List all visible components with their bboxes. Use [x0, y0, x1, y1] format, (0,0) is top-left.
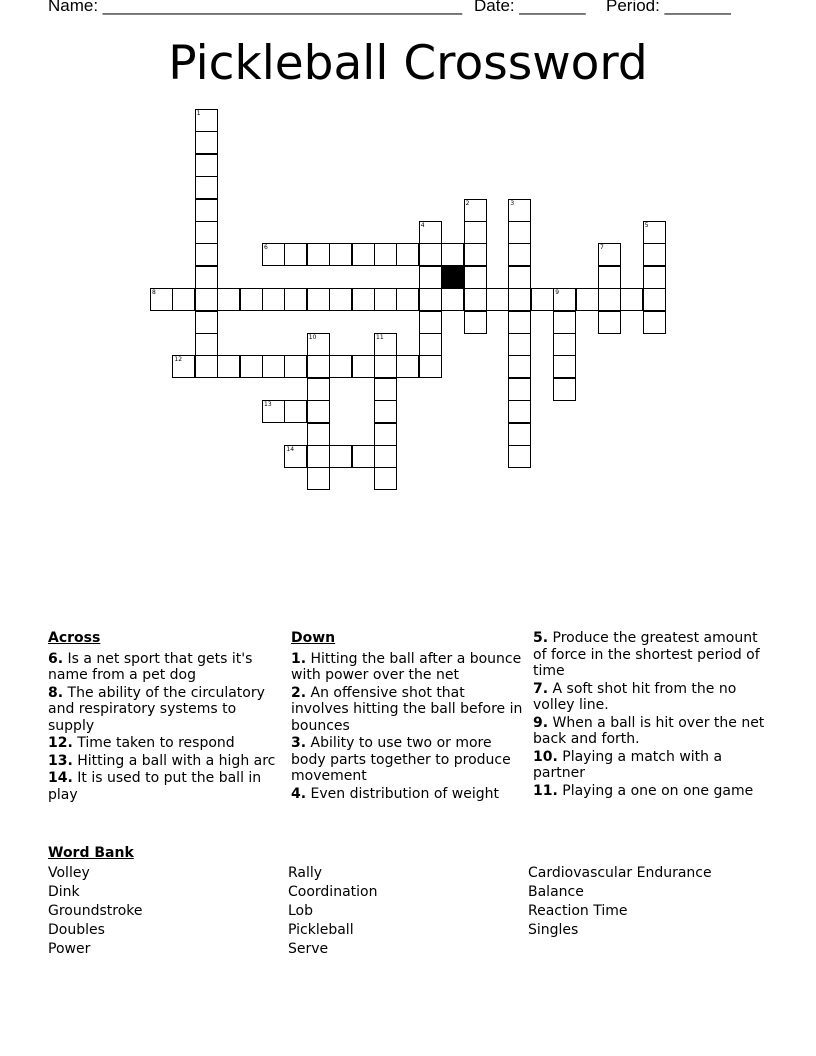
crossword-cell[interactable]	[195, 311, 218, 334]
crossword-cell[interactable]	[396, 243, 419, 266]
crossword-cell[interactable]	[553, 311, 576, 334]
crossword-cell[interactable]	[307, 423, 330, 446]
crossword-cell[interactable]	[307, 288, 330, 311]
word-bank-item: Doubles	[48, 922, 105, 938]
crossword-cell[interactable]	[508, 243, 531, 266]
crossword-cell[interactable]	[553, 333, 576, 356]
crossword-cell[interactable]	[307, 355, 330, 378]
crossword-cell[interactable]	[643, 243, 666, 266]
crossword-cell[interactable]	[419, 333, 442, 356]
crossword-cell[interactable]	[441, 243, 464, 266]
clue-down-5: 5. Produce the greatest amount of force in the shortest period of time	[533, 630, 760, 679]
down-clues	[291, 630, 523, 803]
crossword-cell[interactable]	[508, 221, 531, 244]
period-label: Period: _______	[606, 0, 731, 15]
crossword-cell[interactable]	[284, 400, 307, 423]
crossword-cell[interactable]	[284, 355, 307, 378]
crossword-cell[interactable]	[553, 378, 576, 401]
clue-number: 5	[644, 222, 649, 229]
crossword-cell[interactable]	[352, 445, 375, 468]
clue-number: 1	[196, 110, 201, 117]
word-bank-item: Dink	[48, 884, 80, 900]
crossword-cell[interactable]	[352, 288, 375, 311]
crossword-cell[interactable]	[307, 243, 330, 266]
crossword-cell[interactable]	[374, 467, 397, 490]
word-bank-item: Singles	[528, 922, 579, 938]
crossword-cell[interactable]	[284, 243, 307, 266]
crossword-cell[interactable]	[598, 288, 621, 311]
crossword-cell[interactable]	[643, 288, 666, 311]
word-bank-item: Serve	[288, 941, 329, 957]
crossword-cell[interactable]	[374, 423, 397, 446]
word-bank-item: Rally	[288, 865, 323, 881]
name-label: Name: ______________________________________	[48, 0, 463, 15]
crossword-cell[interactable]	[195, 109, 218, 132]
clue-number: 2	[465, 199, 470, 207]
crossword-cell[interactable]	[508, 378, 531, 401]
word-bank-item: Reaction Time	[528, 903, 628, 919]
crossword-cell[interactable]	[374, 243, 397, 266]
down-heading: Down	[291, 630, 336, 646]
word-bank-column-2	[288, 864, 377, 959]
crossword-cell[interactable]	[217, 288, 240, 311]
crossword-cell[interactable]	[464, 266, 487, 289]
clue-number: 12	[174, 356, 183, 364]
crossword-cell[interactable]	[508, 355, 531, 378]
crossword-cell[interactable]	[508, 199, 531, 222]
across-heading: Across	[48, 630, 101, 646]
crossword-block	[441, 266, 464, 289]
crossword-cell[interactable]	[172, 288, 195, 311]
crossword-cell[interactable]	[396, 355, 419, 378]
clue-across-12: 12. Time taken to respond	[48, 735, 235, 751]
clue-down-2: 2. An offensive shot that involves hitting the ball before in bounces	[291, 684, 523, 734]
crossword-cell[interactable]	[620, 288, 643, 311]
clue-down-1: 1. Hitting the ball after a bounce with power over the net	[291, 650, 522, 683]
crossword-cell[interactable]	[374, 355, 397, 378]
crossword-cell[interactable]	[598, 311, 621, 334]
clue-across-13: 13. Hitting a ball with a high arc	[48, 752, 276, 769]
crossword-cell[interactable]	[419, 311, 442, 334]
crossword-cell[interactable]	[240, 288, 263, 311]
crossword-cell[interactable]	[508, 266, 531, 289]
crossword-cell[interactable]	[508, 445, 531, 468]
word-bank-column-3	[528, 864, 712, 940]
word-bank-item: Coordination	[288, 884, 378, 900]
crossword-cell[interactable]	[284, 288, 307, 311]
clue-down-7: 7. A soft shot hit from the no volley line.	[533, 680, 737, 713]
clue-down-3: 3. Ability to use two or more body parts together to produce movement	[291, 735, 511, 784]
word-bank-item: Volley	[48, 865, 90, 881]
crossword-cell[interactable]	[419, 288, 442, 311]
crossword-cell[interactable]	[508, 311, 531, 334]
crossword-cell[interactable]	[464, 221, 487, 244]
clue-number: 11	[376, 334, 384, 341]
crossword-cell[interactable]	[307, 333, 330, 356]
crossword-cell[interactable]	[352, 355, 375, 378]
crossword-cell[interactable]	[195, 333, 218, 356]
crossword-cell[interactable]	[262, 400, 285, 423]
crossword-cell[interactable]	[307, 445, 330, 468]
across-clues	[48, 630, 276, 804]
crossword-cell[interactable]	[284, 445, 307, 468]
crossword-cell[interactable]	[374, 333, 397, 356]
crossword-cell[interactable]	[486, 288, 509, 311]
clue-down-10: 10. Playing a match with a partner	[533, 748, 723, 781]
crossword-cell[interactable]	[508, 400, 531, 423]
clue-number: 3	[510, 199, 515, 207]
crossword-cell[interactable]	[307, 378, 330, 401]
crossword-cell[interactable]	[352, 243, 375, 266]
crossword-cell[interactable]	[531, 288, 554, 311]
crossword-cell[interactable]	[441, 288, 464, 311]
word-bank-item: Power	[48, 941, 91, 957]
crossword-cell[interactable]	[329, 355, 352, 378]
crossword-cell[interactable]	[419, 243, 442, 266]
down-clues-continued	[533, 630, 773, 800]
crossword-cell[interactable]	[374, 400, 397, 423]
word-bank-item: Pickleball	[288, 922, 354, 938]
crossword-cell[interactable]	[508, 333, 531, 356]
crossword-cell[interactable]	[195, 355, 218, 378]
word-bank-item: Groundstroke	[48, 903, 143, 919]
date-label: Date: _______	[474, 0, 586, 15]
crossword-cell[interactable]	[464, 311, 487, 334]
crossword-cell[interactable]	[172, 355, 195, 378]
crossword-cell[interactable]	[553, 355, 576, 378]
crossword-cell[interactable]	[195, 199, 218, 222]
crossword-cell[interactable]	[329, 288, 352, 311]
crossword-cell[interactable]	[329, 243, 352, 266]
crossword-cell[interactable]	[553, 288, 576, 311]
word-bank-column-1	[48, 864, 143, 959]
crossword-cell[interactable]	[307, 400, 330, 423]
crossword-cell[interactable]	[195, 243, 218, 266]
crossword-cell[interactable]	[419, 355, 442, 378]
crossword-cell[interactable]	[419, 266, 442, 289]
crossword-cell[interactable]	[195, 266, 218, 289]
word-bank-heading: Word Bank	[48, 845, 134, 861]
crossword-cell[interactable]	[217, 355, 240, 378]
crossword-cell[interactable]	[195, 154, 218, 177]
crossword-cell[interactable]	[262, 355, 285, 378]
crossword-cell[interactable]	[195, 288, 218, 311]
clue-across-14: 14. It is used to put the ball in play	[48, 770, 262, 803]
crossword-cell[interactable]	[374, 445, 397, 468]
crossword-cell[interactable]	[643, 266, 666, 289]
crossword-cell[interactable]	[464, 288, 487, 311]
crossword-cell[interactable]	[150, 288, 173, 311]
crossword-cell[interactable]	[329, 445, 352, 468]
crossword-cell[interactable]	[576, 288, 599, 311]
clue-across-6: 6. Is a net sport that gets it's name from a pet dog	[48, 650, 253, 683]
crossword-cell[interactable]	[598, 266, 621, 289]
clue-across-8: 8. The ability of the circulatory and respiratory systems to supply	[48, 684, 265, 734]
crossword-cell[interactable]	[396, 288, 419, 311]
clue-down-4: 4. Even distribution of weight	[291, 785, 499, 802]
crossword-cell[interactable]	[643, 221, 666, 244]
word-bank-item: Lob	[288, 903, 314, 919]
clue-number: 9	[555, 289, 560, 297]
clue-number: 4	[420, 222, 425, 229]
crossword-cell[interactable]	[598, 243, 621, 266]
word-bank-item: Balance	[528, 884, 584, 900]
crossword-cell[interactable]	[262, 288, 285, 311]
crossword-cell[interactable]	[195, 221, 218, 244]
crossword-cell[interactable]	[374, 288, 397, 311]
crossword-cell[interactable]	[262, 243, 285, 266]
clue-number: 7	[600, 244, 604, 252]
clue-number: 13	[264, 401, 272, 409]
crossword-cell[interactable]	[464, 243, 487, 266]
clue-number: 6	[264, 244, 268, 252]
crossword-cell[interactable]	[307, 467, 330, 490]
clue-down-11: 11. Playing a one on one game	[533, 782, 754, 799]
clue-down-9: 9. When a ball is hit over the net back and forth.	[533, 714, 765, 747]
page-title: Pickleball Crossword	[168, 36, 648, 91]
crossword-cell[interactable]	[240, 355, 263, 378]
word-bank-item: Cardiovascular Endurance	[528, 865, 712, 881]
clue-number: 8	[152, 289, 156, 297]
crossword-cell[interactable]	[419, 221, 442, 244]
crossword-cell[interactable]	[508, 288, 531, 311]
crossword-cell[interactable]	[374, 378, 397, 401]
clue-number: 10	[308, 334, 317, 341]
crossword-cell[interactable]	[464, 199, 487, 222]
clue-number: 14	[286, 446, 295, 453]
crossword-cell[interactable]	[508, 423, 531, 446]
crossword-cell[interactable]	[643, 311, 666, 334]
crossword-cell[interactable]	[195, 131, 218, 154]
crossword-grid	[0, 0, 816, 500]
crossword-cell[interactable]	[195, 176, 218, 199]
